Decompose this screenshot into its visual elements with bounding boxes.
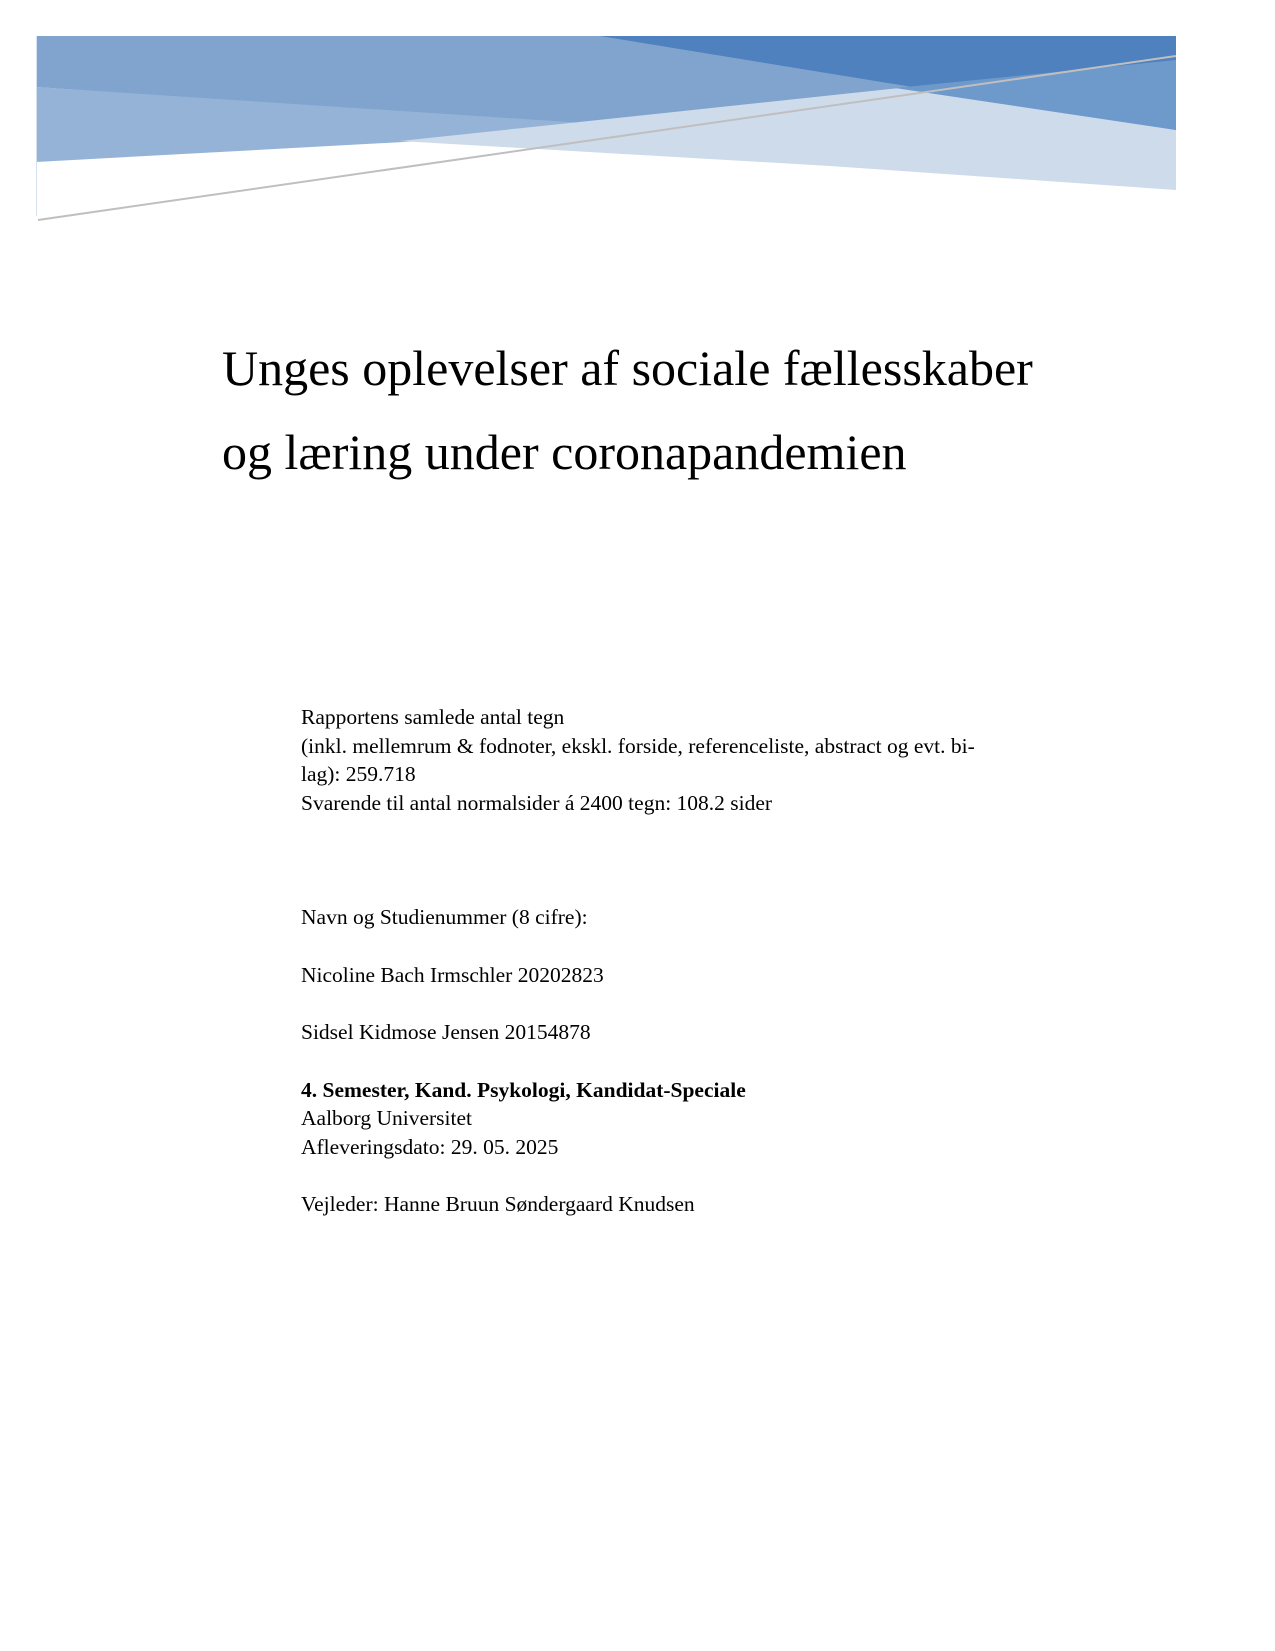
author-1: Nicoline Bach Irmschler 20202823 (301, 962, 604, 987)
supervisor: Vejleder: Hanne Bruun Søndergaard Knudsen (301, 1192, 695, 1216)
cover-info (301, 703, 975, 1219)
author-2: Sidsel Kidmose Jensen 20154878 (301, 1020, 591, 1044)
title-line-2: og læring under coronapandemien (222, 424, 907, 480)
spacer (301, 817, 975, 874)
spacer (301, 1161, 975, 1190)
semester-line: 4. Semester, Kand. Psykologi, Kandidat-Speciale (301, 1077, 746, 1102)
spacer (301, 1047, 975, 1076)
spacer (301, 989, 975, 1018)
normal-pages: Svarende til antal normalsider á 2400 tegn: 108.2 sider (301, 790, 773, 815)
char-count-detail-1: (inkl. mellemrum & fodnoter, ekskl. forside, referenceliste, abstract og evt. bi- (301, 733, 975, 758)
title-line-1: Unges oplevelser af sociale fællesskaber (222, 340, 1033, 396)
authors-label: Navn og Studienummer (8 cifre): (301, 905, 588, 929)
spacer (301, 932, 975, 961)
university: Aalborg Universitet (301, 1106, 472, 1130)
spacer (301, 874, 975, 903)
char-count-heading: Rapportens samlede antal tegn (301, 705, 565, 729)
char-count-detail-2: lag): 259.718 (301, 762, 416, 786)
header-banner (0, 0, 1275, 230)
due-date: Afleveringsdato: 29. 05. 2025 (301, 1134, 559, 1159)
document-title (222, 326, 1033, 494)
